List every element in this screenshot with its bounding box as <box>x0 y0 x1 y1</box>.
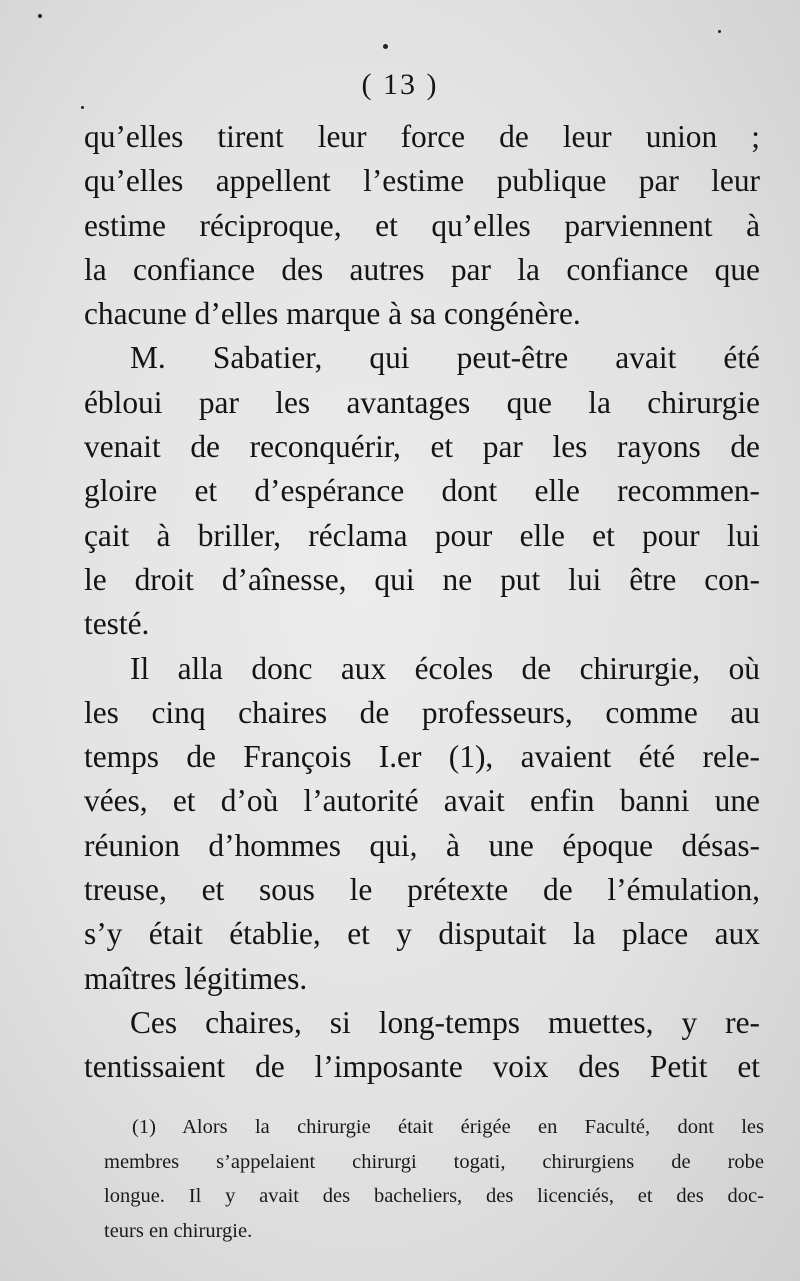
body-line: qu’elles appellent l’estime publique par leur <box>84 163 760 199</box>
body-line: testé. <box>84 606 150 642</box>
body-line: réunion d’hommes qui, à une époque désas- <box>84 827 760 863</box>
footnote-line: teurs en chirurgie. <box>104 1219 253 1242</box>
body-text <box>84 115 760 1090</box>
body-line: temps de François I.er (1), avaient été rele- <box>84 739 760 775</box>
body-line: s’y était établie, et y disputait la place aux <box>84 916 760 952</box>
ink-speck <box>383 44 388 49</box>
footnote-line: membres s’appelaient chirurgi togati, chirurgiens de robe <box>104 1150 764 1173</box>
body-line: les cinq chaires de professeurs, comme au <box>84 694 760 730</box>
body-line: le droit d’aînesse, qui ne put lui être con- <box>84 561 760 597</box>
body-line: treuse, et sous le prétexte de l’émulation, <box>84 872 760 908</box>
body-line: chacune d’elles marque à sa congénère. <box>84 296 581 332</box>
body-line: M. Sabatier, qui peut-être avait été <box>130 340 760 376</box>
body-line: gloire et d’espérance dont elle recommen- <box>84 473 760 509</box>
body-line: ébloui par les avantages que la chirurgie <box>84 384 760 420</box>
ink-speck <box>81 106 84 109</box>
page-number: ( 13 ) <box>361 68 439 101</box>
footnote <box>104 1110 764 1248</box>
body-line: venait de reconquérir, et par les rayons de <box>84 429 760 465</box>
body-line: maîtres légitimes. <box>84 960 308 996</box>
body-line: qu’elles tirent leur force de leur union ; <box>84 119 760 154</box>
footnote-line: (1) Alors la chirurgie était érigée en Faculté, dont les <box>132 1116 764 1138</box>
body-line: vées, et d’où l’autorité avait enfin banni une <box>84 783 760 819</box>
body-line: çait à briller, réclama pour elle et pour lui <box>84 517 760 553</box>
ink-speck <box>718 30 721 33</box>
body-line: estime réciproque, et qu’elles parviennent à <box>84 207 760 243</box>
body-line: la confiance des autres par la confiance que <box>84 251 760 287</box>
ink-speck <box>38 14 42 18</box>
body-line: Il alla donc aux écoles de chirurgie, où <box>130 650 760 686</box>
footnote-line: longue. Il y avait des bacheliers, des licenciés, et des doc- <box>104 1185 764 1207</box>
body-line: Ces chaires, si long-temps muettes, y re- <box>130 1004 760 1040</box>
body-line: tentissaient de l’imposante voix des Petit et <box>84 1049 760 1085</box>
